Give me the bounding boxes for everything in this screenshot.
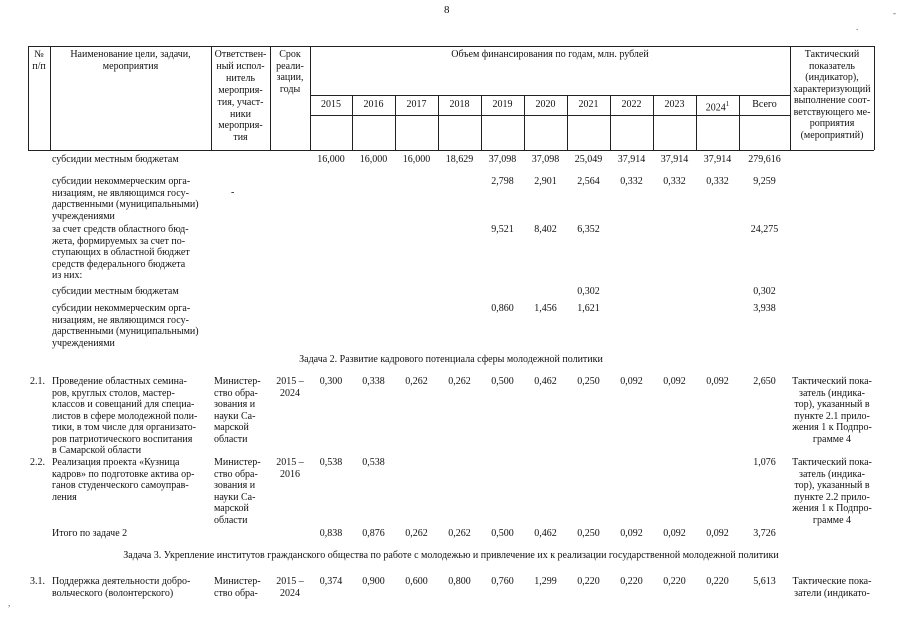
row-value-2016: 16,000 xyxy=(359,154,388,165)
header-total: Всего xyxy=(752,99,777,110)
row-value-2015: 0,538 xyxy=(319,457,343,468)
row-term: 2015 – 2024 xyxy=(276,376,304,399)
year-2021: 2021 xyxy=(578,99,599,110)
row-indicator: Тактический пока- затель (индика- тор), указанный в пункте 2.2 прило- жения 1 к Подпро- грамме 4 xyxy=(792,457,872,526)
row-value-2017: 0,262 xyxy=(405,528,428,539)
row-value-2019: 0,760 xyxy=(491,576,514,587)
row-value-2024: 0,220 xyxy=(706,576,729,587)
row-value-2019: 0,500 xyxy=(491,528,514,539)
year-2020: 2020 xyxy=(535,99,556,110)
row-value-2015: 16,000 xyxy=(317,154,345,165)
header-num: № п/п xyxy=(32,49,46,72)
year-2015: 2015 xyxy=(321,99,341,110)
row-value-2020: 1,456 xyxy=(534,303,557,314)
row-name: субсидии местным бюджетам xyxy=(52,154,179,165)
row-value-2018: 0,262 xyxy=(448,528,471,539)
row-name: субсидии местным бюджетам xyxy=(52,286,179,297)
row-value-2021: 0,250 xyxy=(577,376,600,387)
row-value-2022: 0,092 xyxy=(620,376,643,387)
row-name: Поддержка деятельности добро- вольческого (волонтерского) xyxy=(52,576,191,599)
header-bottom-border xyxy=(28,150,874,151)
row-total: 9,259 xyxy=(753,176,776,187)
col-line xyxy=(874,46,875,150)
row-value-2023: 37,914 xyxy=(660,154,689,165)
row-value-2020: 2,901 xyxy=(534,176,557,187)
row-value-2017: 0,600 xyxy=(405,576,428,587)
row-value-2022: 0,092 xyxy=(620,528,643,539)
years-row-top-border xyxy=(310,95,790,96)
year-2024 xyxy=(696,99,739,114)
row-value-2018: 0,800 xyxy=(448,576,471,587)
row-value-2019: 2,798 xyxy=(491,176,514,187)
task3-title: Задача 3. Укрепление институтов гражданского общества по работе с молодежью и привлечение их к реализации государственной молодежной политики xyxy=(123,550,779,561)
years-row-bottom-border xyxy=(310,115,790,116)
row-total: 0,302 xyxy=(753,286,776,297)
row-number: 2.2. xyxy=(30,457,45,468)
year-2024-label: 2024 xyxy=(705,102,726,114)
page-number: 8 xyxy=(444,4,450,16)
row-value-2023: 0,092 xyxy=(663,528,686,539)
row-term: 2015 – 2024 xyxy=(276,576,304,599)
row-value-2017: 0,262 xyxy=(405,376,428,387)
row-value-2023: 0,332 xyxy=(663,176,686,187)
row-total: 1,076 xyxy=(753,457,776,468)
row-indicator: Тактический пока- затель (индика- тор), указанный в пункте 2.1 прило- жения 1 к Подпро- грамме 4 xyxy=(792,376,872,445)
row-value-2023: 0,220 xyxy=(663,576,686,587)
row-value-2021: 25,049 xyxy=(574,154,603,165)
col-line xyxy=(310,46,311,150)
year-2023: 2023 xyxy=(664,99,685,110)
year-2017: 2017 xyxy=(406,99,427,110)
row-name: Реализация проекта «Кузница кадров» по подготовке актива ор- ганов студенческого самоуправ- ления xyxy=(52,457,195,503)
row-value-2015: 0,300 xyxy=(319,376,343,387)
row-responsible: Министер- ство обра- xyxy=(214,576,261,599)
row-indicator: Тактические пока- затели (индикато- xyxy=(792,576,872,599)
row-responsible: Министер- ство обра- зования и науки Са- марской области xyxy=(214,376,261,445)
row-value-2024: 37,914 xyxy=(703,154,732,165)
year-2024-footnote: 1 xyxy=(725,100,730,108)
row-value-2019: 9,521 xyxy=(491,224,514,235)
table-top-border xyxy=(28,46,874,47)
row-value-2020: 0,462 xyxy=(534,528,557,539)
row-number: 2.1. xyxy=(30,376,45,387)
row-total: 3,938 xyxy=(753,303,776,314)
task2-title: Задача 2. Развитие кадрового потенциала сферы молодежной политики xyxy=(299,354,603,365)
year-2019: 2019 xyxy=(492,99,513,110)
row-value-2018: 18,629 xyxy=(445,154,474,165)
row-total: 3,726 xyxy=(753,528,776,539)
margin-mark: . xyxy=(856,22,859,32)
row-total: 5,613 xyxy=(753,576,776,587)
header-name: Наименование цели, задачи, мероприятия xyxy=(70,49,191,72)
row-name: за счет средств областного бюд- жета, формируемых за счет по- ступающих в областной бюджет средств федерального бюджета из них: xyxy=(52,224,190,281)
row-value-2019: 37,098 xyxy=(488,154,517,165)
row-value-2016: 0,900 xyxy=(362,576,385,587)
row-value-2022: 37,914 xyxy=(617,154,646,165)
row-value-2018: 0,262 xyxy=(448,376,471,387)
row-name: Проведение областных семина- ров, круглых столов, мастер- классов и совещаний для специа- листов в сфере молодежной поли- тики, в том числе для организато- ров патриотического воспитания в Самарской области xyxy=(52,376,198,456)
margin-mark: , xyxy=(8,598,11,608)
row-value-2024: 0,092 xyxy=(706,528,729,539)
row-value-2016: 0,876 xyxy=(362,528,385,539)
row-value-2021: 0,250 xyxy=(577,528,600,539)
row-value-2022: 0,332 xyxy=(620,176,643,187)
row-value-2020: 1,299 xyxy=(534,576,557,587)
year-2016: 2016 xyxy=(363,99,384,110)
header-term: Срок реали- зации, годы xyxy=(276,49,304,95)
row-value-2020: 0,462 xyxy=(534,376,557,387)
row-total: 24,275 xyxy=(750,224,779,235)
row-term: 2015 – 2016 xyxy=(276,457,304,480)
row-responsible: Министер- ство обра- зования и науки Са- марской области xyxy=(214,457,261,526)
row-value-2019: 0,500 xyxy=(491,376,514,387)
row-value-2015: 0,374 xyxy=(319,576,343,587)
row-name: Итого по задаче 2 xyxy=(52,528,128,539)
row-value-2024: 0,092 xyxy=(706,376,729,387)
row-number: 3.1. xyxy=(30,576,45,587)
row-name: субсидии некоммерческим орга- низациям, не являющимся госу- дарственными (муниципальными) учреждениями xyxy=(52,176,199,222)
row-name: субсидии некоммерческим орга- низациям, не являющимся госу- дарственными (муниципальными) учреждениями xyxy=(52,303,199,349)
row-value-2016: 0,538 xyxy=(362,457,385,468)
row-value-2017: 16,000 xyxy=(402,154,431,165)
row-value-2016: 0,338 xyxy=(362,376,385,387)
header-funding: Объем финансирования по годам, млн. рублей xyxy=(451,49,649,60)
row-value-2023: 0,092 xyxy=(663,376,686,387)
row-responsible: - xyxy=(231,187,235,198)
row-value-2020: 37,098 xyxy=(531,154,560,165)
row-value-2015: 0,838 xyxy=(319,528,343,539)
year-2022: 2022 xyxy=(621,99,642,110)
row-total: 2,650 xyxy=(753,376,776,387)
row-value-2021: 6,352 xyxy=(577,224,600,235)
row-total: 279,616 xyxy=(748,154,781,165)
header-responsible: Ответствен- ный испол- нитель мероприя- тия, участ- ники мероприя- тия xyxy=(214,49,267,144)
row-value-2022: 0,220 xyxy=(620,576,643,587)
row-value-2021: 1,621 xyxy=(577,303,600,314)
row-value-2020: 8,402 xyxy=(534,224,557,235)
row-value-2021: 0,302 xyxy=(577,286,600,297)
row-value-2024: 0,332 xyxy=(706,176,729,187)
header-indicator: Тактический показатель (индикатор), характеризующий выполнение соот- ветствующего ме- роприятия (мероприятий) xyxy=(793,49,871,141)
margin-mark: - xyxy=(893,8,896,18)
row-value-2019: 0,860 xyxy=(491,303,514,314)
row-value-2021: 2,564 xyxy=(577,176,600,187)
year-2018: 2018 xyxy=(449,99,470,110)
row-value-2021: 0,220 xyxy=(577,576,600,587)
